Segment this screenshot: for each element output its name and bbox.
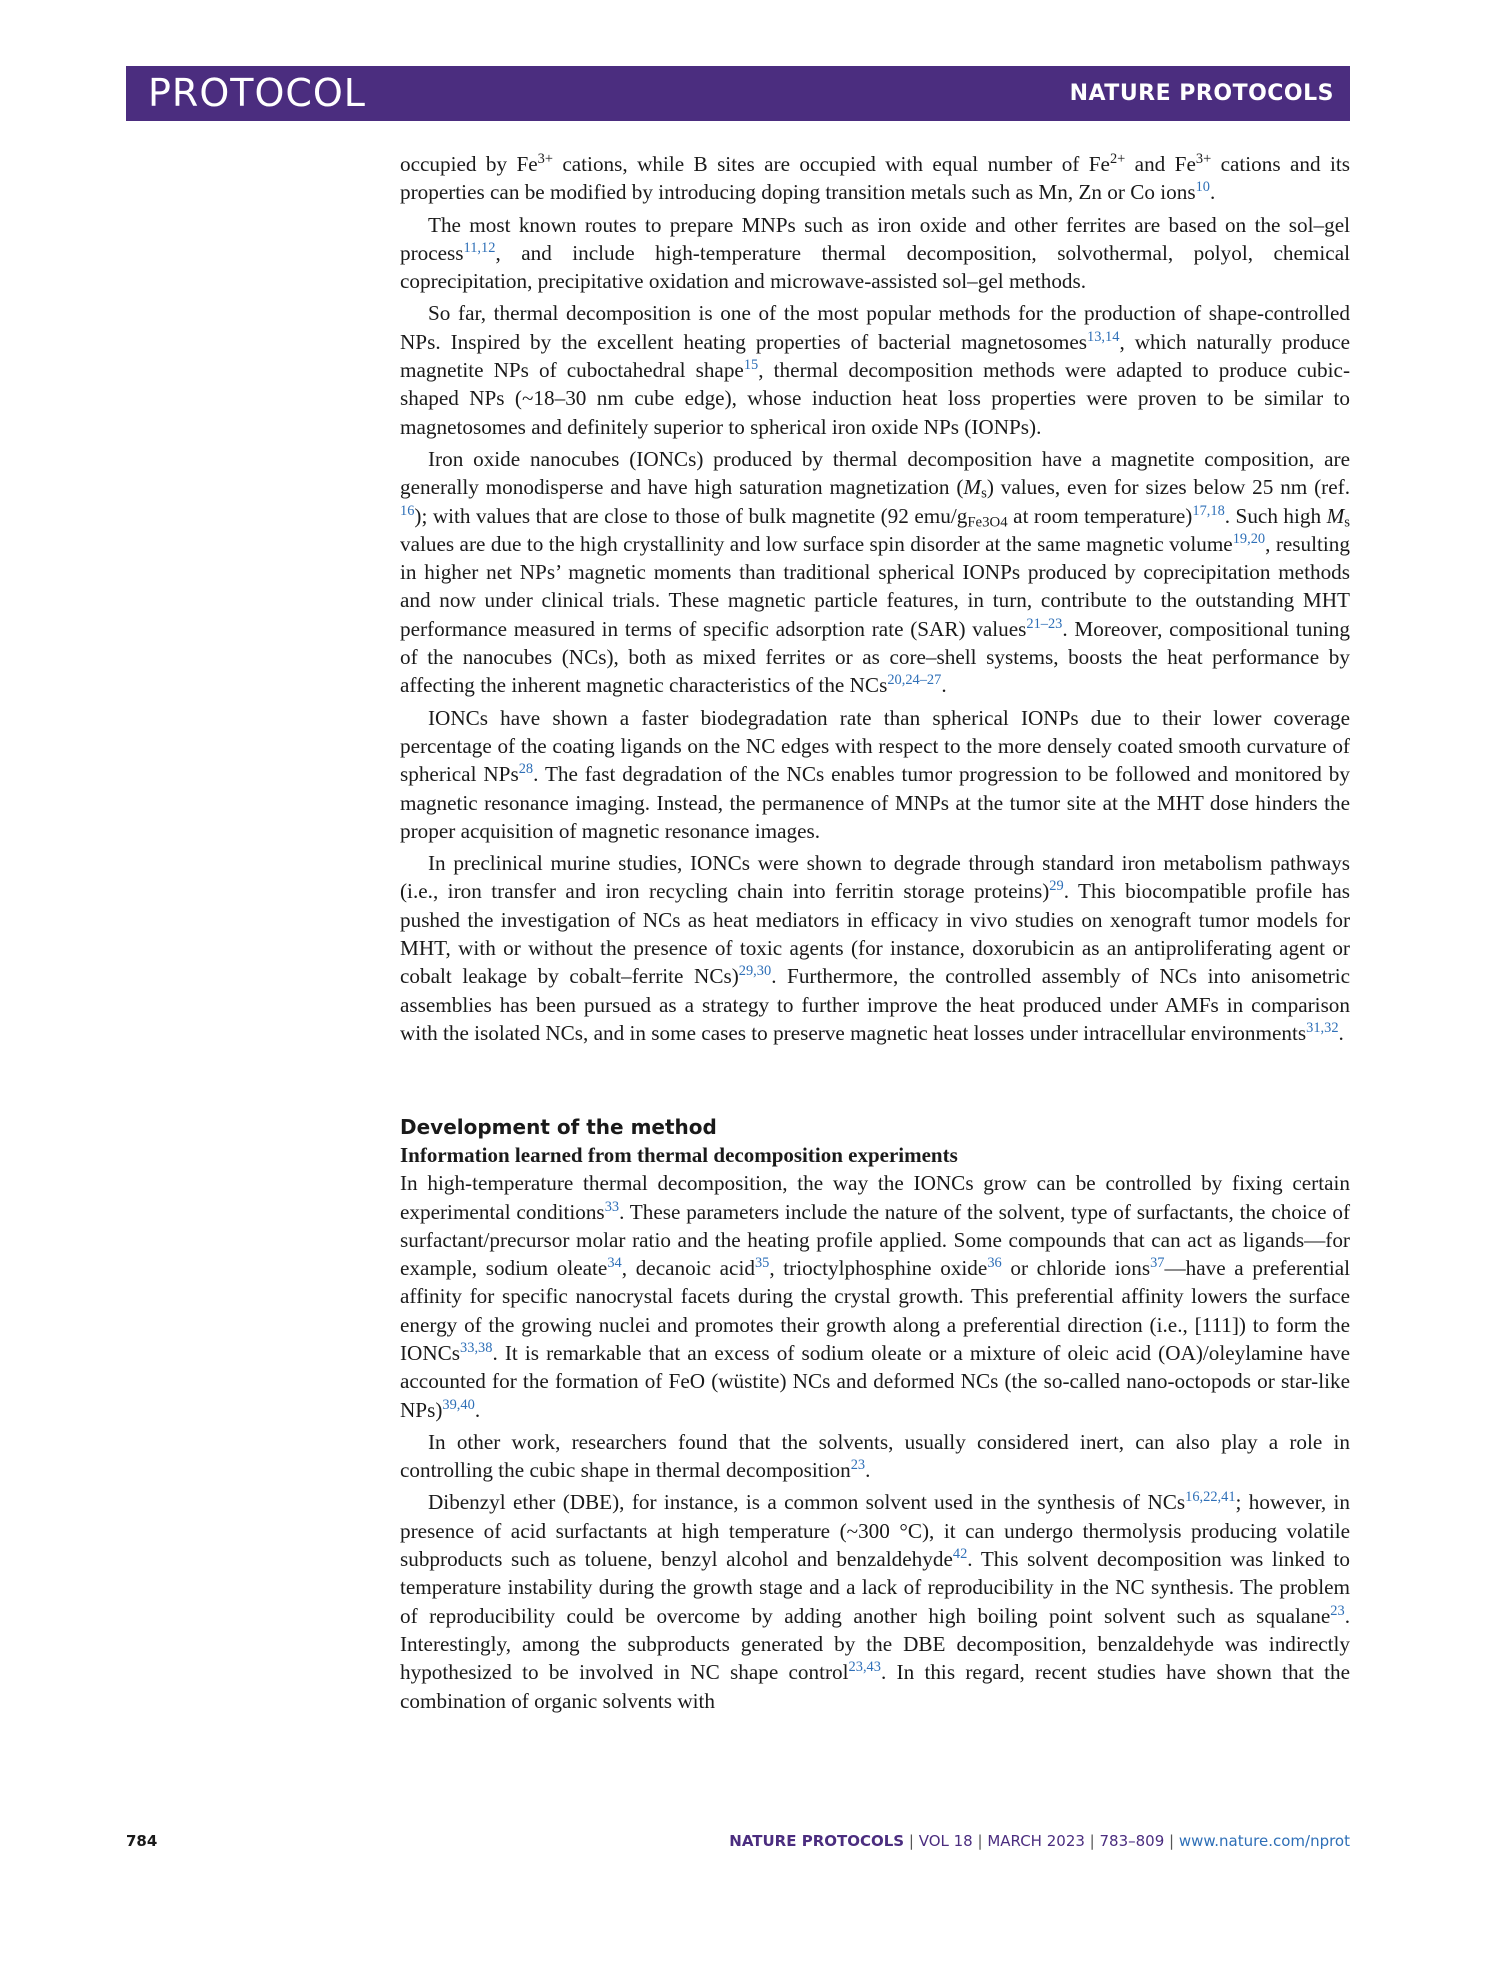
reference-link[interactable]: 35 <box>754 1255 770 1272</box>
text: In preclinical murine studies, IONCs were shown to degrade through standard iron metabolism pathways (i.e., iron transfer and iron recycling chain into ferritin storage proteins) <box>400 851 1350 904</box>
main-text-column <box>400 150 1350 1715</box>
text: . These parameters include the nature of the solvent, type of surfactants, the choice of surfactant/precursor molar ratio and the heating profile applied. Some compounds that can act as ligands—for example, sodium oleate <box>400 1199 1350 1281</box>
text: cations and its properties can be modified by introducing doping transition metals such as Mn, Zn or Co ions <box>400 152 1350 205</box>
reference-link[interactable]: 23 <box>1330 1602 1345 1619</box>
text: So far, thermal decomposition is one of the most popular methods for the production of shape-controlled NPs. Inspired by the excellent heating properties of bacterial magnetosomes <box>400 301 1350 354</box>
subsection-heading: Information learned from thermal decomposition experiments <box>400 1143 958 1168</box>
text: , and include high-temperature thermal decomposition, solvothermal, polyol, chemical coprecipitation, precipitative oxidation and microwave-assisted sol–gel methods. <box>400 240 1350 294</box>
footer-citation <box>729 1832 1350 1850</box>
text: . In this regard, recent studies have shown that the combination of organic solvents with <box>400 1660 1350 1713</box>
reference-link[interactable]: 37 <box>1150 1255 1165 1272</box>
section-heading: Development of the method <box>400 1115 717 1140</box>
text: , thermal decomposition methods were adapted to produce cubic-shaped NPs (~18–30 nm cube edge), whose induction heat loss properties were proven to be similar to magnetosomes and definitely superior to spherical iron oxide NPs (IONPs). <box>400 358 1350 439</box>
symbol: M <box>963 475 982 500</box>
separator: | <box>1084 1832 1100 1850</box>
text: ; however, in presence of acid surfactants at high temperature (~300 °C), it can undergo thermolysis producing volatile subproducts such as toluene, benzyl alcohol and benzaldehyde <box>400 1490 1350 1572</box>
footer-journal: NATURE PROTOCOLS <box>729 1832 905 1850</box>
symbol: M <box>1326 503 1345 528</box>
text: —have a preferential affinity for specific nanocrystal facets during the crystal growth. This preferential affinity lowers the surface energy of the growing nuclei and promotes their growth along a preferential direction (i.e., [111]) to form the IONCs <box>400 1256 1350 1365</box>
paragraph-9 <box>400 1488 1350 1714</box>
text: ) values, even for sizes below 25 nm (ref. <box>986 475 1350 500</box>
superscript: 2+ <box>1109 151 1126 168</box>
text: . Such high <box>1224 503 1327 528</box>
reference-link[interactable]: 31,32 <box>1306 1019 1339 1036</box>
separator: | <box>972 1832 988 1850</box>
reference-link[interactable]: 33 <box>604 1198 620 1215</box>
reference-link[interactable]: 13,14 <box>1087 328 1120 345</box>
reference-link[interactable]: 39,40 <box>442 1396 475 1413</box>
text: . Interestingly, among the subproducts generated by the DBE decomposition, benzaldehyde was indirectly hypothesized to be involved in NC shape control <box>400 1603 1350 1685</box>
reference-link[interactable]: 16,22,41 <box>1185 1489 1236 1506</box>
text: occupied by Fe <box>400 152 538 176</box>
text: The most known routes to prepare MNPs such as iron oxide and other ferrites are based on the sol–gel process <box>400 212 1350 265</box>
text: cations, while B sites are occupied with equal number of Fe <box>552 152 1110 176</box>
reference-link[interactable]: 23 <box>850 1457 866 1474</box>
reference-link[interactable]: 20,24–27 <box>887 672 942 689</box>
text: , resulting in higher net NPs’ magnetic moments than traditional spherical IONPs produced by coprecipitation methods and now under clinical trials. These magnetic particle features, in turn, contribute to the outstanding MHT performance measured in terms of specific adsorption rate (SAR) values <box>400 531 1350 641</box>
reference-link[interactable]: 11,12 <box>463 239 496 256</box>
text: and Fe <box>1125 152 1196 176</box>
paragraph-7 <box>400 1169 1350 1424</box>
reference-link[interactable]: 23,43 <box>848 1659 881 1676</box>
reference-link[interactable]: 34 <box>607 1255 622 1272</box>
reference-link[interactable]: 15 <box>743 357 759 374</box>
text: In other work, researchers found that the solvents, usually considered inert, can also play a role in controlling the cubic shape in thermal decomposition <box>400 1429 1350 1483</box>
text: at room temperature) <box>1007 503 1193 528</box>
text: . This solvent decomposition was linked to temperature instability during the growth stage and a lack of reproducibility in the NC synthesis. The problem of reproducibility could be overcome by adding another high boiling point solvent such as squalane <box>400 1547 1350 1628</box>
reference-link[interactable]: 21–23 <box>1026 615 1063 632</box>
separator: | <box>1164 1832 1179 1850</box>
text: . <box>1209 180 1216 205</box>
text: . <box>1338 1020 1344 1045</box>
reference-link[interactable]: 29 <box>1049 878 1064 895</box>
subscript: s <box>1344 514 1350 531</box>
superscript: 3+ <box>537 151 553 168</box>
separator: | <box>904 1832 919 1850</box>
journal-name: NATURE PROTOCOLS <box>1069 81 1334 106</box>
text: ); with values that are close to those of bulk magnetite (92 emu/g <box>414 503 968 528</box>
text: , which naturally produce magnetite NPs of cuboctahedral shape <box>400 329 1351 383</box>
text: In high-temperature thermal decomposition, the way the IONCs grow can be controlled by fixing certain experimental conditions <box>400 1171 1350 1224</box>
superscript: 3+ <box>1195 151 1212 168</box>
paragraph-6 <box>400 849 1350 1047</box>
footer-date: MARCH 2023 <box>987 1832 1085 1850</box>
footer-url-link[interactable]: www.nature.com/nprot <box>1178 1832 1350 1850</box>
text: Dibenzyl ether (DBE), for instance, is a common solvent used in the synthesis of NCs <box>428 1490 1186 1515</box>
reference-link[interactable]: 36 <box>987 1255 1002 1272</box>
footer-pages: 783–809 <box>1099 1832 1165 1850</box>
text: values are due to the high crystallinity and low surface spin disorder at the same magnetic volume <box>400 531 1233 556</box>
text: , decanoic acid <box>621 1256 755 1281</box>
text: . This biocompatible profile has pushed the investigation of NCs as heat mediators in efficacy in vivo studies on xenograft tumor models for MHT, with or without the presence of toxic agents (for instance, doxorubicin as an antiproliferating agent or cobalt leakage by cobalt–ferrite NCs) <box>400 879 1350 989</box>
text: . <box>941 673 947 698</box>
text: , trioctylphosphine oxide <box>769 1256 988 1281</box>
reference-link[interactable]: 28 <box>518 761 534 778</box>
reference-link[interactable]: 42 <box>952 1546 968 1563</box>
text: IONCs have shown a faster biodegradation rate than spherical IONPs due to their lower coverage percentage of the coating ligands on the NC edges with respect to the more densely coated smooth curvature of spherical NPs <box>400 705 1350 787</box>
text: or chloride ions <box>1001 1256 1151 1281</box>
paragraph-3 <box>400 299 1350 440</box>
reference-link[interactable]: 19,20 <box>1232 530 1266 547</box>
text: . It is remarkable that an excess of sodium oleate or a mixture of oleic acid (OA)/oleylamine have accounted for the formation of FeO (wüstite) NCs and deformed NCs (the so-called nano-octopods or star-like NPs) <box>400 1340 1350 1422</box>
footer-volume: VOL 18 <box>918 1832 973 1850</box>
paragraph-2 <box>400 211 1350 296</box>
reference-link[interactable]: 33,38 <box>460 1340 493 1357</box>
header-band <box>126 66 1350 121</box>
page-number: 784 <box>126 1832 158 1850</box>
paragraph-4 <box>400 445 1350 700</box>
paragraph-8 <box>400 1428 1350 1485</box>
reference-link[interactable]: 17,18 <box>1192 502 1225 519</box>
text: . <box>474 1397 481 1422</box>
subscript: s <box>981 485 987 502</box>
text: . The fast degradation of the NCs enables tumor progression to be followed and monitored by magnetic resonance imaging. Instead, the permanence of MNPs at the tumor site at the MHT dose hinders the proper acquisition of magnetic resonance images. <box>400 762 1350 843</box>
text: . Moreover, compositional tuning of the nanocubes (NCs), both as mixed ferrites or as core–shell systems, boosts the heat performance by affecting the inherent magnetic characteristics of the NCs <box>400 616 1350 698</box>
paragraph-1 <box>400 150 1350 207</box>
section-label: PROTOCOL <box>148 71 366 115</box>
reference-link[interactable]: 29,30 <box>738 963 772 980</box>
text: . Furthermore, the controlled assembly of NCs into anisometric assemblies has been pursued as a strategy to further improve the heat produced under AMFs in comparison with the isolated NCs, and in some cases to preserve magnetic heat losses under intracellular environments <box>400 964 1350 1045</box>
text: . <box>865 1458 871 1483</box>
reference-link[interactable]: 10 <box>1195 179 1210 196</box>
subscript: Fe3O4 <box>967 514 1008 531</box>
reference-link[interactable]: 16 <box>400 502 415 519</box>
paragraph-5 <box>400 704 1350 845</box>
text: Iron oxide nanocubes (IONCs) produced by thermal decomposition have a magnetite composition, are generally monodisperse and have high saturation magnetization ( <box>400 446 1350 500</box>
